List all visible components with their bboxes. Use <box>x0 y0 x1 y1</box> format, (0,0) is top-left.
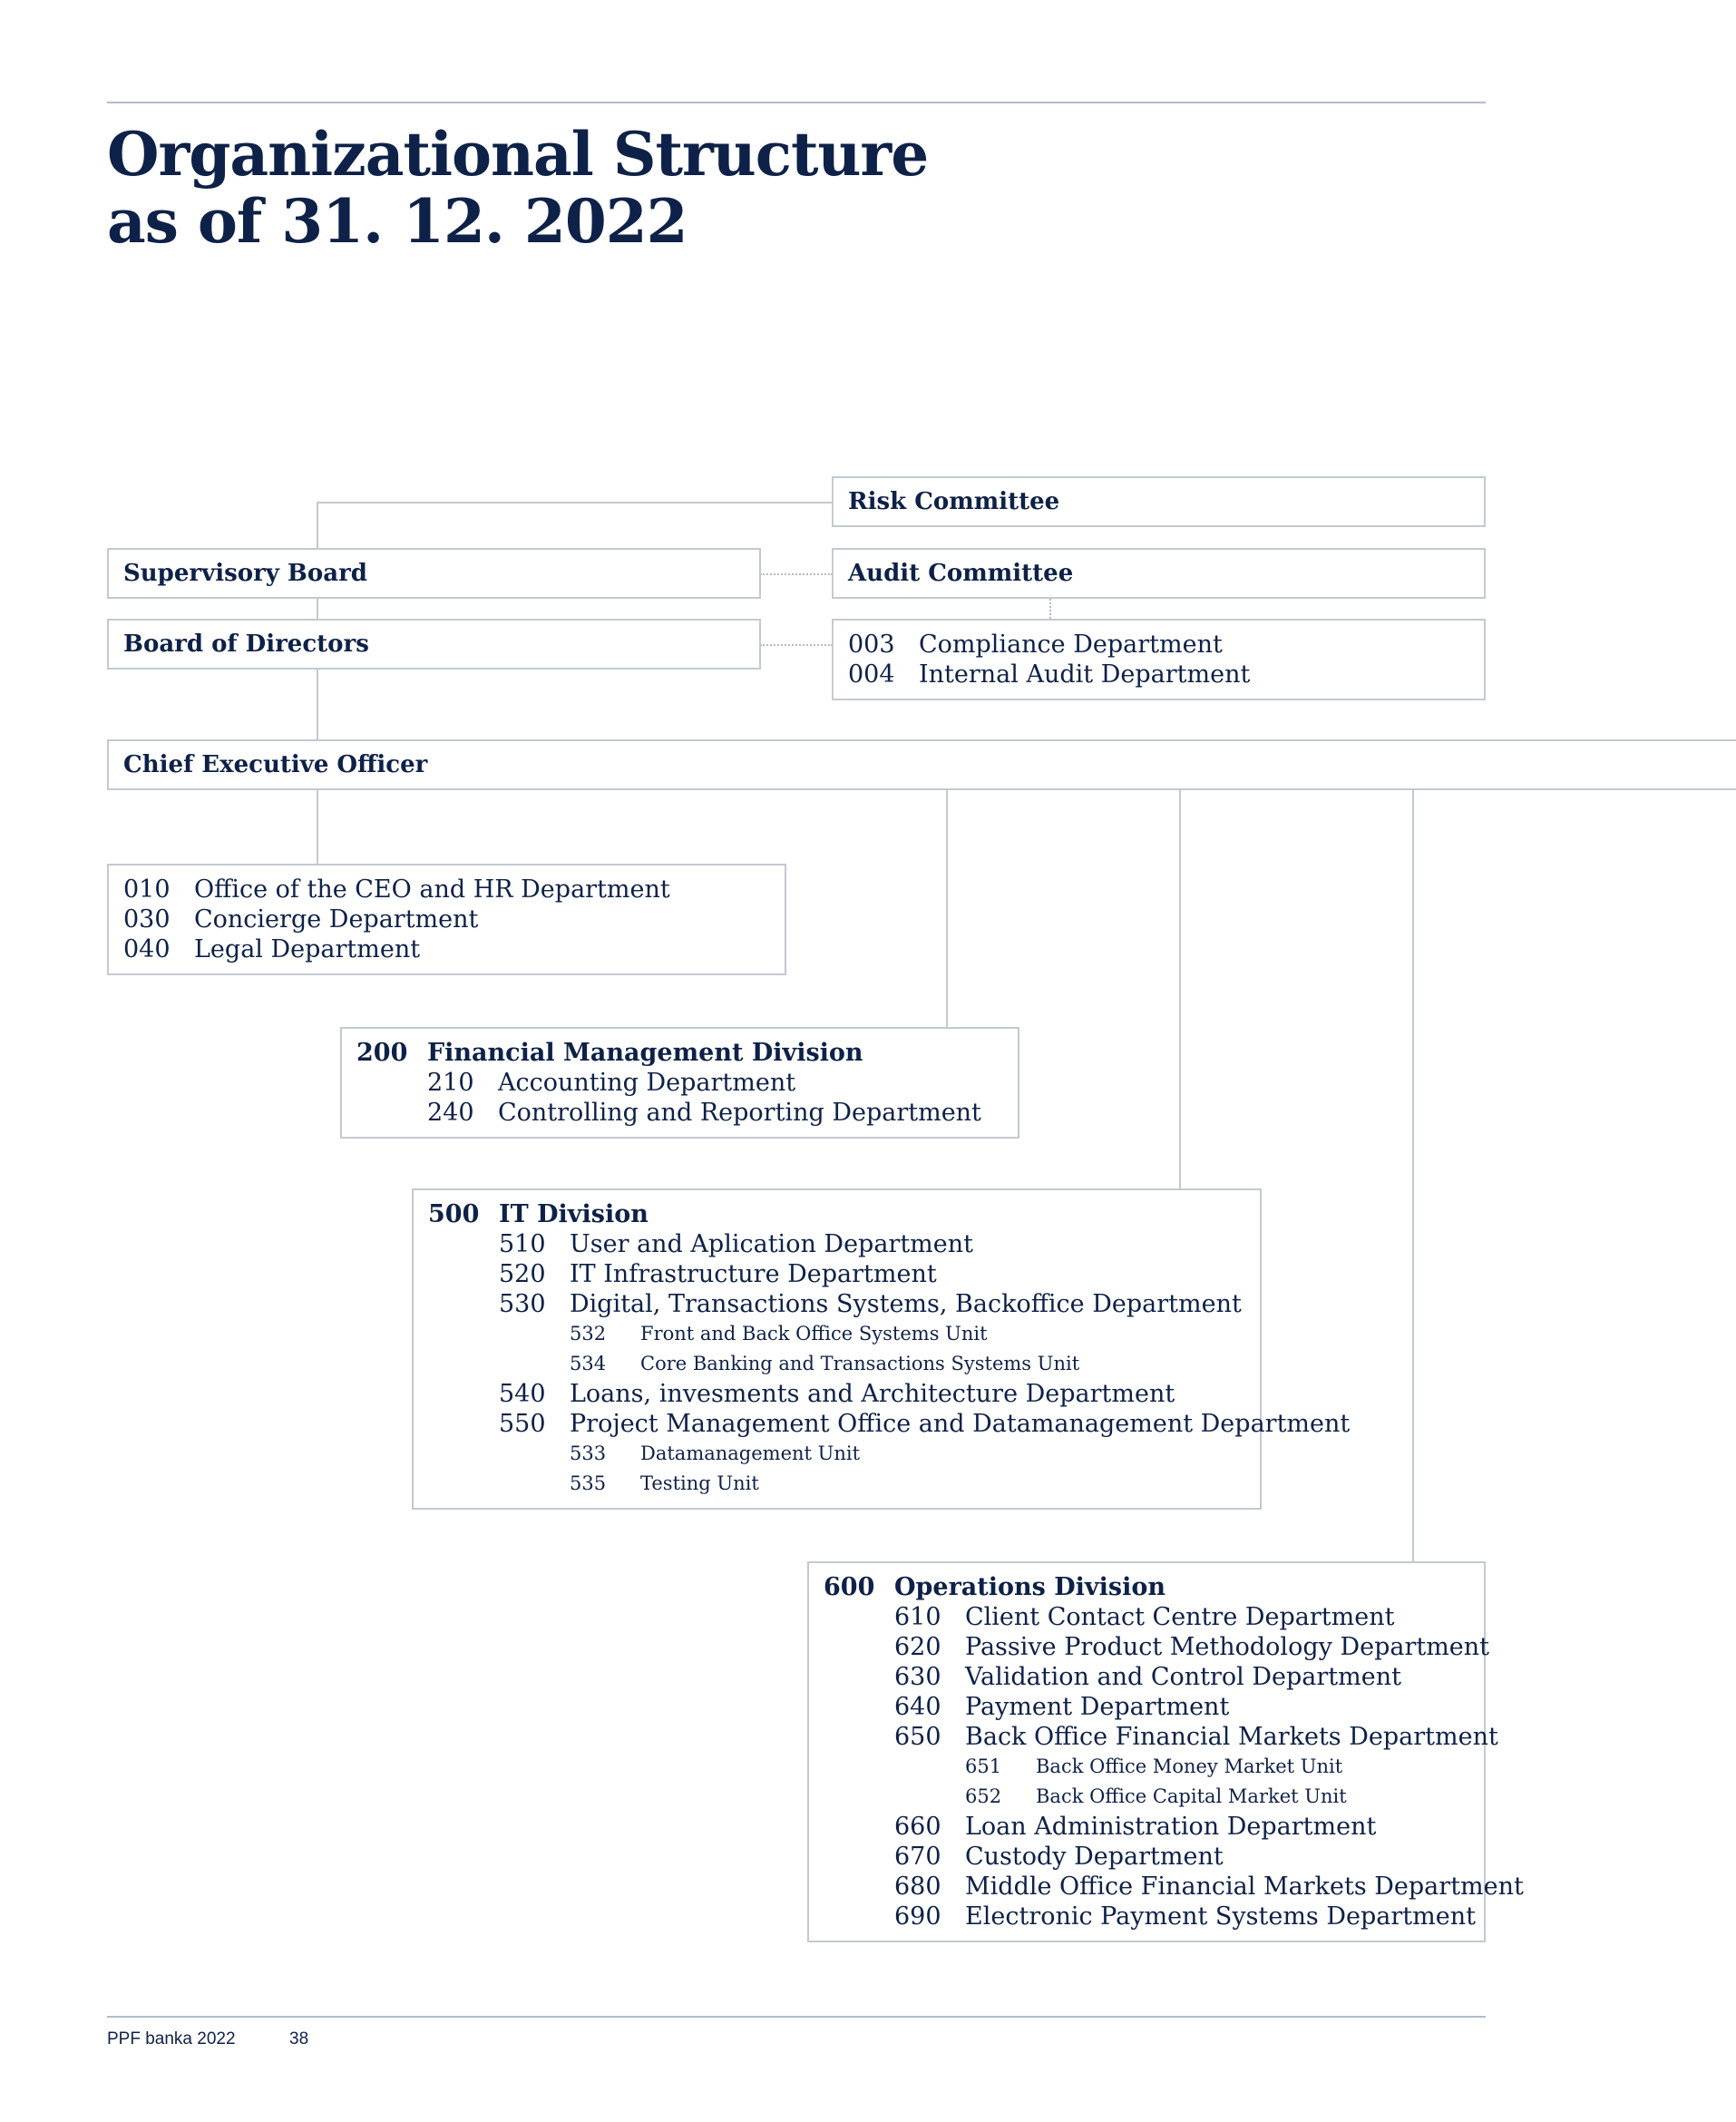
department-name: IT Infrastructure Department <box>570 1260 937 1288</box>
connector-board-supervisory <box>317 599 318 619</box>
unit-code: 533 <box>570 1442 607 1464</box>
department-row <box>894 1662 1524 1692</box>
compliance-audit-list <box>848 630 1250 689</box>
department-name: Legal Department <box>194 935 421 963</box>
department-name: Accounting Department <box>498 1069 796 1097</box>
department-code: 003 <box>848 631 895 659</box>
department-row <box>848 630 1250 660</box>
department-code: 670 <box>894 1843 941 1871</box>
division-header <box>824 1572 1524 1602</box>
connector-ceo-office <box>317 789 318 864</box>
unit-code: 652 <box>965 1785 1002 1807</box>
department-row <box>499 1229 1350 1259</box>
audit-committee-box <box>832 548 1486 599</box>
department-row <box>499 1289 1350 1319</box>
department-code: 610 <box>894 1603 941 1631</box>
department-name: Internal Audit Department <box>919 660 1251 689</box>
division-name: Operations Division <box>894 1573 1165 1601</box>
unit-row <box>570 1439 1350 1469</box>
it-division-list <box>428 1199 1350 1499</box>
department-name: Payment Department <box>965 1693 1230 1721</box>
department-name: Concierge Department <box>194 905 479 934</box>
department-row <box>894 1902 1524 1931</box>
division-code: 200 <box>356 1039 408 1067</box>
unit-code: 535 <box>570 1472 607 1494</box>
connector-ceo-operations <box>1412 789 1414 1562</box>
department-name: Client Contact Centre Department <box>965 1603 1395 1631</box>
department-code: 660 <box>894 1813 941 1841</box>
department-row <box>894 1632 1524 1662</box>
unit-row <box>570 1469 1350 1499</box>
department-name: User and Aplication Department <box>570 1230 973 1258</box>
ceo-box <box>107 739 1736 790</box>
title-line-2: as of 31. 12. 2022 <box>107 186 688 257</box>
department-row <box>499 1409 1350 1439</box>
department-name: Compliance Department <box>919 631 1223 659</box>
connector-ceo-financial <box>946 789 948 1027</box>
unit-code: 532 <box>570 1323 607 1345</box>
dotted-link-audit-compliance <box>1049 599 1051 619</box>
department-name: Loans, invesments and Architecture Department <box>570 1380 1175 1408</box>
department-code: 640 <box>894 1693 941 1721</box>
division-name: IT Division <box>499 1200 649 1228</box>
page-title <box>107 121 928 255</box>
unit-code: 651 <box>965 1755 1002 1777</box>
department-code: 650 <box>894 1723 941 1751</box>
unit-row <box>965 1782 1524 1812</box>
department-code: 240 <box>427 1099 474 1127</box>
supervisory-board-label: Supervisory Board <box>123 560 367 587</box>
risk-committee-box <box>832 476 1486 527</box>
unit-code: 534 <box>570 1353 607 1374</box>
department-name: Controlling and Reporting Department <box>498 1099 981 1127</box>
unit-name: Back Office Capital Market Unit <box>1036 1785 1347 1807</box>
department-row <box>123 905 670 934</box>
department-name: Passive Product Methodology Department <box>965 1633 1490 1661</box>
division-code: 600 <box>824 1573 875 1601</box>
department-row <box>894 1722 1524 1752</box>
financial-division-box <box>340 1027 1019 1139</box>
department-name: Digital, Transactions Systems, Backoffice Department <box>570 1290 1242 1318</box>
department-row <box>848 660 1250 689</box>
unit-name: Datamanagement Unit <box>640 1442 861 1464</box>
department-row <box>499 1259 1350 1289</box>
department-row <box>894 1602 1524 1632</box>
connector-board-ceo <box>317 670 318 739</box>
department-code: 540 <box>499 1380 546 1408</box>
footer-brand: PPF banka 2022 <box>107 2029 236 2049</box>
dotted-link-board-compliance <box>760 644 833 646</box>
department-code: 210 <box>427 1069 474 1097</box>
department-code: 520 <box>499 1260 546 1288</box>
footer-rule <box>107 2016 1486 2018</box>
department-name: Electronic Payment Systems Department <box>965 1902 1476 1931</box>
department-code: 030 <box>123 905 171 934</box>
operations-division-box <box>807 1561 1524 1942</box>
department-name: Middle Office Financial Markets Department <box>965 1873 1524 1901</box>
department-code: 620 <box>894 1633 941 1661</box>
department-row <box>499 1379 1350 1409</box>
board-of-directors-box <box>107 619 761 670</box>
department-row <box>894 1812 1524 1842</box>
department-code: 630 <box>894 1663 941 1691</box>
top-rule <box>107 102 1486 103</box>
financial-division-list <box>356 1038 981 1128</box>
department-name: Loan Administration Department <box>965 1813 1377 1841</box>
page-number: 38 <box>289 2029 309 2049</box>
department-row <box>894 1872 1524 1902</box>
department-code: 530 <box>499 1290 546 1318</box>
ceo-label: Chief Executive Officer <box>123 751 428 778</box>
connector-risk-horizontal <box>317 502 833 504</box>
unit-name: Back Office Money Market Unit <box>1036 1755 1343 1777</box>
it-division-box <box>412 1188 1351 1510</box>
department-row <box>427 1068 981 1098</box>
connector-risk-vertical <box>317 502 318 549</box>
department-row <box>123 934 670 964</box>
risk-committee-label: Risk Committee <box>848 488 1060 515</box>
division-name: Financial Management Division <box>427 1039 863 1067</box>
department-code: 680 <box>894 1873 941 1901</box>
department-code: 550 <box>499 1410 546 1438</box>
department-name: Back Office Financial Markets Department <box>965 1723 1498 1751</box>
title-line-1: Organizational Structure <box>107 119 929 190</box>
department-row <box>427 1098 981 1128</box>
ceo-office-list <box>123 875 670 964</box>
division-code: 500 <box>428 1200 480 1228</box>
unit-name: Core Banking and Transactions Systems Unit <box>640 1353 1080 1374</box>
division-header <box>428 1199 1350 1229</box>
ceo-office-box <box>107 864 786 975</box>
department-row <box>894 1692 1524 1722</box>
connector-ceo-it <box>1179 789 1181 1188</box>
department-code: 510 <box>499 1230 546 1258</box>
division-header <box>356 1038 981 1068</box>
department-code: 690 <box>894 1902 941 1931</box>
department-name: Validation and Control Department <box>965 1663 1401 1691</box>
unit-name: Front and Back Office Systems Unit <box>640 1323 988 1345</box>
compliance-audit-box <box>832 619 1486 700</box>
unit-row <box>965 1752 1524 1782</box>
board-of-directors-label: Board of Directors <box>123 631 369 658</box>
department-name: Project Management Office and Datamanagement Department <box>570 1410 1351 1438</box>
unit-name: Testing Unit <box>640 1472 759 1494</box>
unit-row <box>570 1349 1350 1379</box>
department-code: 004 <box>848 660 895 689</box>
department-code: 040 <box>123 935 171 963</box>
department-name: Office of the CEO and HR Department <box>194 875 670 904</box>
unit-row <box>570 1319 1350 1349</box>
department-row <box>123 875 670 905</box>
supervisory-board-box <box>107 548 761 599</box>
department-name: Custody Department <box>965 1843 1224 1871</box>
operations-division-list <box>824 1572 1524 1931</box>
department-row <box>894 1842 1524 1872</box>
dotted-link-supervisory-audit <box>760 573 833 575</box>
department-code: 010 <box>123 875 171 904</box>
audit-committee-label: Audit Committee <box>848 560 1074 587</box>
